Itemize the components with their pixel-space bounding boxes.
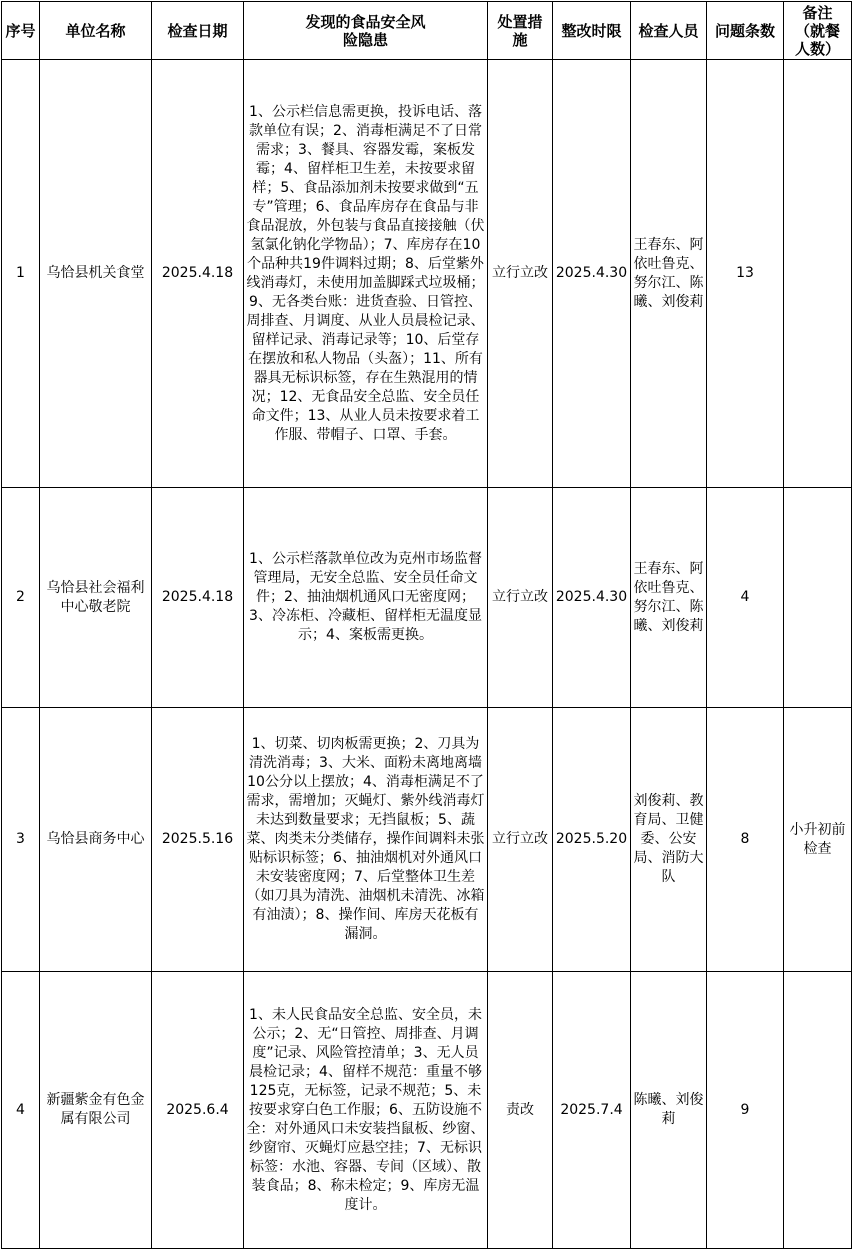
cell-unit: 乌恰县机关食堂: [40, 60, 152, 488]
header-row: [2, 2, 852, 60]
header-unit: 单位名称: [40, 2, 152, 60]
cell-no: 2: [2, 488, 40, 708]
cell-date: 2025.6.4: [152, 972, 244, 1249]
cell-remark: [784, 60, 852, 488]
cell-inspectors: 王春东、阿依吐鲁克、努尔江、陈曦、刘俊莉: [631, 488, 707, 708]
cell-unit: 新疆紫金有色金属有限公司: [40, 972, 152, 1249]
cell-inspectors: 刘俊莉、教育局、卫健委、公安局、消防大队: [631, 708, 707, 972]
cell-count: 4: [707, 488, 784, 708]
cell-remark: 小升初前检查: [784, 708, 852, 972]
cell-issues: 1、公示栏落款单位改为克州市场监督管理局，无安全总监、安全员任命文件；2、抽油烟机通风口无密度网；3、冷冻柜、冷藏柜、留样柜无温度显示；4、案板需更换。: [244, 488, 488, 708]
cell-date: 2025.4.18: [152, 488, 244, 708]
inspection-table: [1, 1, 852, 1249]
cell-deadline: 2025.4.30: [553, 488, 631, 708]
cell-deadline: 2025.4.30: [553, 60, 631, 488]
cell-unit: 乌恰县商务中心: [40, 708, 152, 972]
header-count: 问题条数: [707, 2, 784, 60]
cell-issues: 1、未人民食品安全总监、安全员，未公示；2、无“日管控、周排查、月调度”记录、风险管控清单；3、无人员晨检记录；4、留样不规范：重量不够125克，无标签，记录不规范；5、未按要求穿白色工作服；6、五防设施不全：对外通风口未安装挡鼠板、纱窗、纱窗帘、灭蝇灯应悬空挂；7、无标识标签：水池、容器、专间（区域）、散装食品；8、称未检定；9、库房无温度计。: [244, 972, 488, 1249]
header-measure: 处置措施: [488, 2, 553, 60]
cell-no: 3: [2, 708, 40, 972]
cell-remark: [784, 972, 852, 1249]
cell-issues: 1、切菜、切肉板需更换；2、刀具为清洗消毒；3、大米、面粉未离地离墙10公分以上摆放；4、消毒柜满足不了需求，需增加；灭蝇灯、紫外线消毒灯未达到数量要求；无挡鼠板；5、蔬菜、肉类未分类储存，操作间调料未张贴标识标签；6、抽油烟机对外通风口未安装密度网；7、后堂整体卫生差（如刀具为清洗、油烟机未清洗、冰箱有油渍）；8、操作间、库房天花板有漏洞。: [244, 708, 488, 972]
table-row: [2, 708, 852, 972]
cell-no: 4: [2, 972, 40, 1249]
cell-measure: 责改: [488, 972, 553, 1249]
header-issues: 发现的食品安全风险隐患: [244, 2, 488, 60]
cell-remark: [784, 488, 852, 708]
header-remark: 备注（就餐人数）: [784, 2, 852, 60]
header-date: 检查日期: [152, 2, 244, 60]
cell-deadline: 2025.7.4: [553, 972, 631, 1249]
cell-measure: 立行立改: [488, 488, 553, 708]
table-row: [2, 60, 852, 488]
header-inspectors: 检查人员: [631, 2, 707, 60]
cell-measure: 立行立改: [488, 60, 553, 488]
cell-count: 8: [707, 708, 784, 972]
cell-unit: 乌恰县社会福利中心敬老院: [40, 488, 152, 708]
cell-issues: 1、公示栏信息需更换，投诉电话、落款单位有误；2、消毒柜满足不了日常需求；3、餐具、容器发霉，案板发霉；4、留样柜卫生差，未按要求留样；5、食品添加剂未按要求做到“五专”管理；6、食品库房存在食品与非食品混放，外包装与食品直接接触（伏氢氯化钠化学物品）；7、库房存在10个品种共19件调料过期；8、后堂紫外线消毒灯，未使用加盖脚踩式垃圾桶；9、无各类台账：进货查验、日管控、周排查、月调度、从业人员晨检记录、留样记录、消毒记录等；10、后堂存在摆放和私人物品（头盔）；11、所有器具无标识标签，存在生熟混用的情况；12、无食品安全总监、安全员任命文件；13、从业人员未按要求着工作服、带帽子、口罩、手套。: [244, 60, 488, 488]
cell-count: 13: [707, 60, 784, 488]
cell-count: 9: [707, 972, 784, 1249]
cell-inspectors: 陈曦、刘俊莉: [631, 972, 707, 1249]
cell-date: 2025.4.18: [152, 60, 244, 488]
table-row: [2, 972, 852, 1249]
table-row: [2, 488, 852, 708]
header-deadline: 整改时限: [553, 2, 631, 60]
cell-inspectors: 王春东、阿依吐鲁克、努尔江、陈曦、刘俊莉: [631, 60, 707, 488]
cell-date: 2025.5.16: [152, 708, 244, 972]
cell-measure: 立行立改: [488, 708, 553, 972]
cell-no: 1: [2, 60, 40, 488]
header-no: 序号: [2, 2, 40, 60]
cell-deadline: 2025.5.20: [553, 708, 631, 972]
